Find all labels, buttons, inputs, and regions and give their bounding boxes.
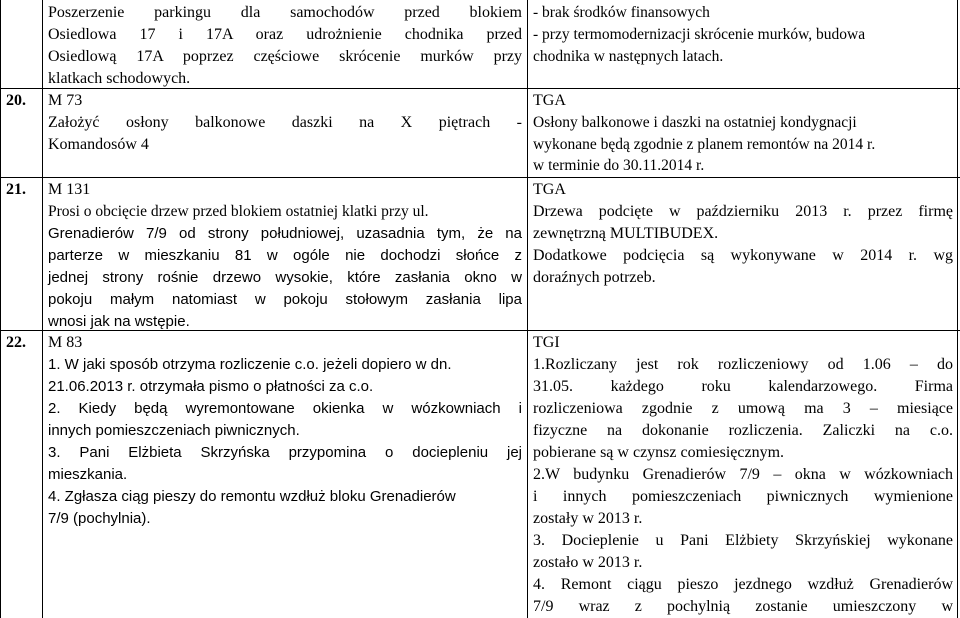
- row21-right-line-3: zewnętrzną MULTIBUDEX.: [533, 225, 719, 242]
- row19-left-line-4: klatkach schodowych.: [48, 70, 191, 87]
- row22-right-line-1: TGI: [533, 334, 560, 351]
- row19-left-line-2: Osiedlowa 17 i 17A oraz udrożnienie chodnika przed: [48, 26, 522, 43]
- row19-left-line-3: Osiedlową 17A poprzez częściowe skrócenie murków przy: [48, 48, 522, 65]
- row22-left-line-4: 2. Kiedy będą wyremontowane okienka w wózkowniach i: [48, 400, 522, 417]
- row-divider-20-21: [0, 177, 960, 178]
- row22-left-line-2: 1. W jaki sposób otrzyma rozliczenie c.o. jeżeli dopiero w dn.: [48, 356, 452, 373]
- table-border-middle: [527, 0, 528, 618]
- row21-right-line-4: Dodatkowe podcięcia są wykonywane w 2014 r. wg: [533, 247, 953, 264]
- table-border-number-column: [42, 0, 43, 618]
- row20-number: 20.: [6, 92, 26, 109]
- row19-right-line-2: - przy termomodernizacji skrócenie murków, budowa: [533, 26, 866, 43]
- row21-left-line-1: M 131: [48, 181, 91, 198]
- row20-left-line-2: Założyć osłony balkonowe daszki na X piętrach -: [48, 114, 522, 131]
- row22-left-line-7: mieszkania.: [48, 466, 128, 483]
- row20-right-line-4: w terminie do 30.11.2014 r.: [533, 157, 705, 174]
- row19-left-line-1: Poszerzenie parkingu dla samochodów przed blokiem: [48, 4, 522, 21]
- row22-right-line-4: rozliczeniowa zgodnie z umową ma 3 – miesiące: [533, 400, 953, 417]
- row21-right-line-2: Drzewa podcięte w październiku 2013 r. przez firmę: [533, 203, 953, 220]
- table-border-left: [0, 0, 1, 618]
- row22-right-line-10: 3. Docieplenie u Pani Elżbiety Skrzyńskiej wykonane: [533, 532, 953, 549]
- row20-left-line-3: Komandosów 4: [48, 136, 149, 153]
- row22-left-line-8: 4. Zgłasza ciąg pieszy do remontu wzdłuż bloku Grenadierów: [48, 488, 456, 505]
- row21-right-line-5: doraźnych potrzeb.: [533, 269, 656, 286]
- row22-right-line-7: 2.W budynku Grenadierów 7/9 – okna w wózkowniach: [533, 466, 953, 483]
- row22-left-line-5: innych pomieszczeniach piwnicznych.: [48, 422, 300, 439]
- row22-left-line-6: 3. Pani Elżbieta Skrzyńska przypomina o dociepleniu jej: [48, 444, 522, 461]
- row22-right-line-3: 31.05. każdego roku kalendarzowego. Firma: [533, 378, 953, 395]
- row19-right-line-1: - brak środków finansowych: [533, 4, 710, 21]
- row21-left-line-2: Prosi o obcięcie drzew przed blokiem ostatniej klatki przy ul.: [48, 203, 429, 220]
- row22-right-line-9: zostały w 2013 r.: [533, 510, 643, 527]
- row20-right-line-2: Osłony balkonowe i daszki na ostatniej kondygnacji: [533, 114, 857, 131]
- row21-number: 21.: [6, 181, 26, 198]
- table-border-right: [957, 0, 958, 618]
- row22-number: 22.: [6, 334, 26, 351]
- row22-left-line-1: M 83: [48, 334, 83, 351]
- row20-right-line-1: TGA: [533, 92, 566, 109]
- row22-right-line-11: zostało w 2013 r.: [533, 554, 643, 571]
- row19-right-line-3: chodnika w następnych latach.: [533, 48, 724, 65]
- row22-right-line-8: i innych pomieszczeniach piwnicznych wymienione: [533, 488, 953, 505]
- row22-left-line-9: 7/9 (pochylnia).: [48, 510, 151, 527]
- row21-left-line-6: pokoju małym natomiast w pokoju stołowym zasłania lipa: [48, 291, 522, 308]
- row22-right-line-13: 7/9 wraz z pochylnią zostanie umieszczony w: [533, 598, 953, 615]
- row21-right-line-1: TGA: [533, 181, 566, 198]
- row21-left-line-3: Grenadierów 7/9 od strony południowej, uzasadnia tym, że na: [48, 225, 522, 242]
- row22-right-line-12: 4. Remont ciągu pieszo jezdnego wzdłuż Grenadierów: [533, 576, 953, 593]
- row21-left-line-7: wnosi jak na wstępie.: [48, 313, 190, 330]
- row20-left-line-1: M 73: [48, 92, 83, 109]
- row22-left-line-3: 21.06.2013 r. otrzymała pismo o płatności za c.o.: [48, 378, 374, 395]
- row21-left-line-4: parterze w mieszkaniu 81 w ogóle nie dochodzi słońce z: [48, 247, 522, 264]
- row22-right-line-5: fizyczne na dokonanie rozliczenia. Zaliczki na c.o.: [533, 422, 953, 439]
- row21-left-line-5: jednej strony rośnie drzewo wysokie, które zasłania okno w: [48, 269, 522, 286]
- row22-right-line-6: pobierane są w czynsz comiesięcznym.: [533, 444, 785, 461]
- row20-right-line-3: wykonane będą zgodnie z planem remontów na 2014 r.: [533, 136, 876, 153]
- row22-right-line-2: 1.Rozliczany jest rok rozliczeniowy od 1.06 – do: [533, 356, 953, 373]
